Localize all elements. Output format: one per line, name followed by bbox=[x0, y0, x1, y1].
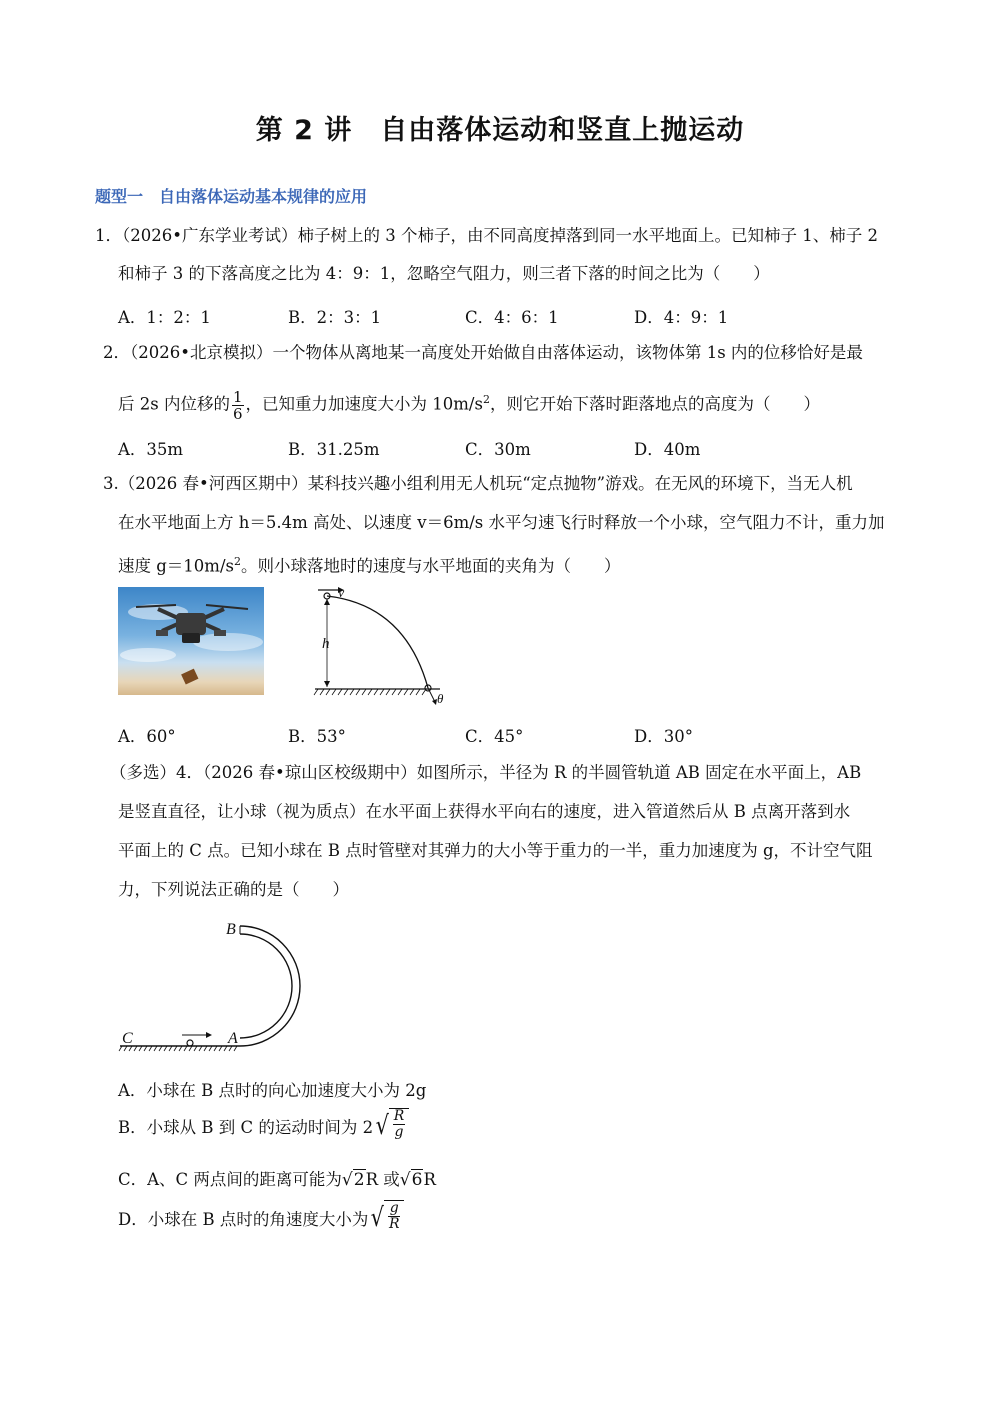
q2-option-c[interactable]: C．30m bbox=[465, 440, 531, 459]
height-label: h bbox=[322, 636, 330, 652]
q4-option-b-num: R bbox=[393, 1108, 405, 1124]
q2-line2-b: ，已知重力加速度大小为 10m/s bbox=[245, 394, 483, 414]
projectile-svg bbox=[300, 585, 460, 710]
q3-option-b[interactable]: B．53° bbox=[288, 727, 346, 746]
tube-svg bbox=[110, 912, 330, 1060]
q2-option-b[interactable]: B．31.25m bbox=[288, 440, 380, 459]
q4-option-b-den: g bbox=[394, 1124, 404, 1140]
q4-option-b[interactable] bbox=[118, 1108, 409, 1144]
q1-option-d[interactable]: D．4：9：1 bbox=[634, 308, 729, 327]
projectile-diagram bbox=[300, 585, 460, 710]
q4-option-c-a: C．A、C 两点间的距离可能为 bbox=[118, 1170, 342, 1189]
q4-option-c-rad1: 2 bbox=[353, 1170, 365, 1190]
q3-line3 bbox=[118, 552, 620, 577]
q4-option-a[interactable]: A．小球在 B 点时的向心加速度大小为 2g bbox=[118, 1081, 427, 1100]
q2-line2-sup: 2 bbox=[482, 393, 490, 406]
q1-option-c[interactable]: C．4：6：1 bbox=[465, 308, 559, 327]
q4-line3: 平面上的 C 点。已知小球在 B 点时管壁对其弹力的大小等于重力的一半，重力加速度为 g，不计空气阻 bbox=[118, 841, 873, 860]
section-heading: 题型一 自由落体运动基本规律的应用 bbox=[95, 187, 368, 206]
q2-fraction-den: 6 bbox=[232, 404, 243, 423]
q3-line3-sup: 2 bbox=[233, 555, 241, 568]
q4-option-d-text: D．小球在 B 点时的角速度大小为 bbox=[118, 1210, 369, 1229]
q2-option-a[interactable]: A．35m bbox=[118, 440, 184, 459]
q3-line3-a: 速度 g＝10m/s bbox=[118, 556, 234, 576]
q1-line2: 和柿子 3 的下落高度之比为 4：9：1，忽略空气阻力，则三者下落的时间之比为（ ） bbox=[118, 264, 770, 283]
angle-label: θ bbox=[437, 691, 444, 706]
drone-photo bbox=[118, 587, 264, 695]
q4-option-c-c: R bbox=[423, 1170, 436, 1189]
page-title: 第 2 讲 自由落体运动和竖直上抛运动 bbox=[255, 115, 745, 146]
q4-option-d-sqrt bbox=[369, 1200, 404, 1236]
q4-option-c-sqrt2: √6 bbox=[399, 1170, 423, 1190]
sqrt-symbol-icon: √ bbox=[375, 1111, 390, 1141]
q4-option-d-num: g bbox=[389, 1200, 399, 1216]
point-b-label: B bbox=[226, 921, 236, 938]
q2-line1: 2．（2026•北京模拟）一个物体从离地某一高度处开始做自由落体运动，该物体第 1s 内的位移恰好是最 bbox=[103, 343, 863, 362]
q4-option-c-rad2: 6 bbox=[411, 1170, 423, 1190]
q4-option-d[interactable] bbox=[118, 1200, 404, 1236]
q4-option-d-fraction bbox=[388, 1201, 401, 1232]
q4-option-b-fraction bbox=[393, 1109, 406, 1140]
q2-line2-a: 后 2s 内位移的 bbox=[118, 394, 230, 414]
q3-option-a[interactable]: A．60° bbox=[118, 727, 176, 746]
q1-line1: 1．（2026•广东学业考试）柿子树上的 3 个柿子，由不同高度掉落到同一水平地面上。已知柿子 1、柿子 2 bbox=[95, 226, 878, 245]
q3-line3-b: 。则小球落地时的速度与水平地面的夹角为（ ） bbox=[240, 556, 621, 576]
sqrt-symbol-icon: √ bbox=[371, 1203, 385, 1233]
q2-line2 bbox=[118, 378, 820, 427]
q2-fraction-num: 1 bbox=[232, 387, 243, 406]
q4-option-c-sqrt1: √2 bbox=[341, 1170, 365, 1190]
q2-fraction bbox=[232, 389, 244, 422]
q3-option-c[interactable]: C．45° bbox=[465, 727, 524, 746]
q4-option-d-den: R bbox=[388, 1216, 400, 1232]
q4-line2: 是竖直直径，让小球（视为质点）在水平面上获得水平向右的速度，进入管道然后从 B 点离开落到水 bbox=[118, 802, 851, 821]
q4-option-c[interactable] bbox=[118, 1166, 436, 1190]
point-a-label: A bbox=[228, 1030, 238, 1047]
drone-image bbox=[118, 587, 264, 695]
q4-option-b-sqrt bbox=[374, 1108, 409, 1144]
q4-line4: 力，下列说法正确的是（ ） bbox=[118, 880, 349, 899]
q4-line1: （多选）4．（2026 春•琼山区校级期中）如图所示，半径为 R 的半圆管轨道 AB 固定在水平面上，AB bbox=[110, 763, 862, 782]
velocity-label: v bbox=[338, 586, 345, 601]
q1-option-b[interactable]: B．2：3：1 bbox=[288, 308, 382, 327]
q4-option-c-b: R 或 bbox=[365, 1170, 400, 1189]
point-c-label: C bbox=[122, 1030, 133, 1047]
q2-line2-c: ，则它开始下落时距落地点的高度为（ ） bbox=[489, 394, 820, 414]
q3-line2: 在水平地面上方 h＝5.4m 高处、以速度 v＝6m/s 水平匀速飞行时释放一个小球，空气阻力不计，重力加 bbox=[118, 513, 885, 532]
tube-diagram bbox=[110, 912, 330, 1060]
q3-line1: 3.（2026 春•河西区期中）某科技兴趣小组利用无人机玩“定点抛物”游戏。在无风的环境下，当无人机 bbox=[103, 474, 853, 493]
q1-option-a[interactable]: A．1：2：1 bbox=[118, 308, 211, 327]
q3-option-d[interactable]: D．30° bbox=[634, 727, 693, 746]
q2-option-d[interactable]: D．40m bbox=[634, 440, 701, 459]
q4-option-b-text: B．小球从 B 到 C 的运动时间为 2 bbox=[118, 1118, 374, 1137]
